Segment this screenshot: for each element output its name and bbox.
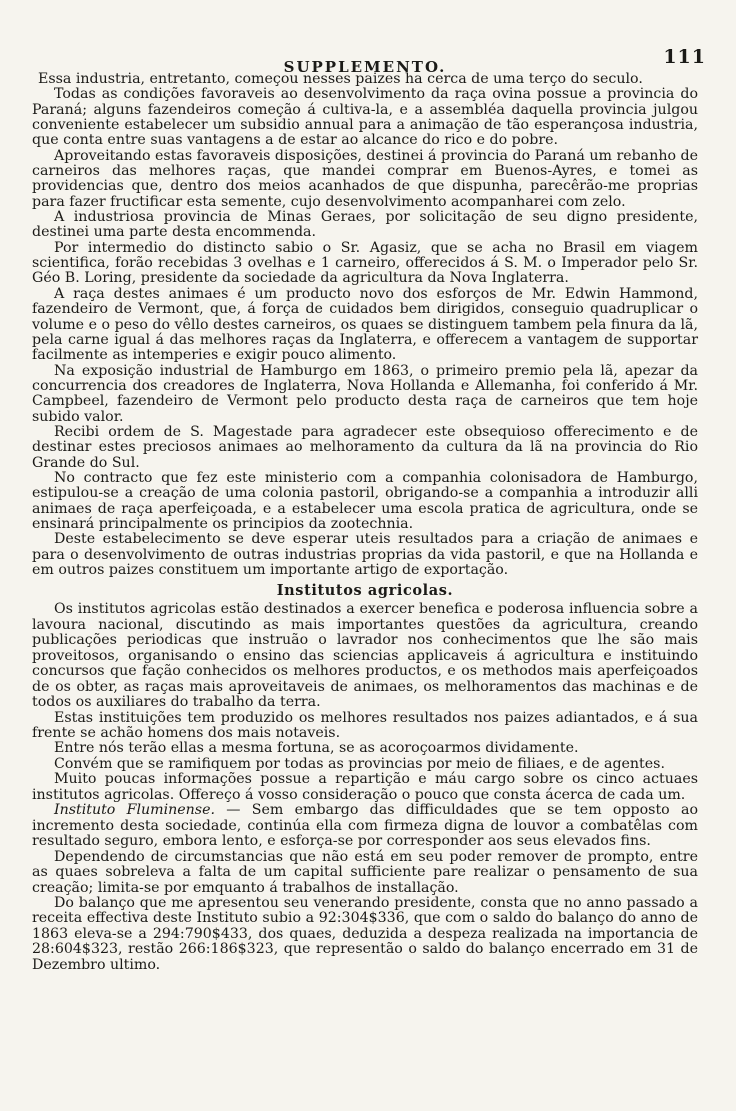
- section-text-1: [32, 72, 698, 578]
- paragraph: Entre nós terão ellas a mesma fortuna, se as acoroçoarmos dividamente.: [54, 740, 579, 757]
- paragraph: Recibi ordem de S. Magestade para agradecer este obsequioso offerecimento e de destinar estes preciosos animaes ao melhoramento da cultura da lã na provincia do Rio Grande do Sul.: [32, 423, 698, 471]
- italic-lead: Instituto Fluminense.: [54, 802, 215, 819]
- paragraph-instituto-fluminense: [32, 803, 698, 849]
- document-page: [32, 40, 706, 973]
- paragraph: Os institutos agricolas estão destinados a exercer benefica e poderosa influencia sobre a lavoura nacional, discutindo as mais importantes questões da agricultura, creando publicações periodicas que instruão o lavrador nos conhecimentos que lhe são mais proveitosos, organisando o ensino das sciencias applicaveis á agricultura e instituindo concursos que fação conhecidos os melhores productos, e os methodos mais aperfeiçoados de os obter, as raças mais aproveitaveis de animaes, os melhoramentos das machinas e de todos os auxiliares do trabalho da terra.: [32, 601, 698, 711]
- paragraph: Do balanço que me apresentou seu venerando presidente, consta que no anno passado a receita effectiva deste Instituto subio a 92:304$336, que com o saldo do balanço do anno de 1863 eleva-se a 294:790$433, dos quaes, deduzida a despeza realizada na importancia de 28:604$323, restão 266:186$323, que representão o saldo do balanço encerrado em 31 de Dezembro ultimo.: [32, 894, 698, 973]
- section-heading: Institutos agricolas.: [276, 582, 454, 600]
- section-text-2: [32, 602, 698, 973]
- paragraph: Dependendo de circumstancias que não está em seu poder remover de prompto, entre as quaes sobreleva a falta de um capital sufficiente pare realizar o pensamento de sua creação; limita-se por emquanto á trabalhos de installação.: [32, 848, 698, 896]
- paragraph: Na exposição industrial de Hamburgo em 1863, o primeiro premio pela lã, apezar da concurrencia dos creadores de Inglaterra, Nova Hollanda e Allemanha, foi conferido á Mr. Campbeel, fazendeiro de Vermont pelo producto desta raça de carneiros que tem hoje subido valor.: [32, 362, 698, 425]
- running-title: SUPPLEMENTO.: [283, 58, 447, 76]
- paragraph: Convém que se ramifiquem por todas as provincias por meio de filiaes, e de agentes.: [54, 755, 665, 772]
- page-number: 111: [663, 46, 706, 68]
- paragraph: Por intermedio do distincto sabio o Sr. Agasiz, que se acha no Brasil em viagem scientifica, forão recebidas 3 ovelhas e 1 carneiro, offerecidos á S. M. o Imperador pelo Sr. Géo B. Loring, presidente da sociedade da agricultura da Nova Inglaterra.: [32, 239, 698, 287]
- paragraph: Estas instituições tem produzido os melhores resultados nos paizes adiantados, e á sua frente se achão homens dos mais notaveis.: [32, 709, 698, 741]
- running-header: [32, 40, 706, 76]
- paragraph: Todas as condições favoraveis ao desenvolvimento da raça ovina possue a provincia do Paraná; alguns fazendeiros começão á cultiva-la, e a assembléa daquella provincia julgou conveniente estabelecer um subsidio annual para a animação de tão esperançosa industria, que conta entre suas vantagens a de estar ao alcance do rico e do pobre.: [32, 86, 698, 149]
- paragraph: Aproveitando estas favoraveis disposições, destinei á provincia do Paraná um rebanho de carneiros das melhores raças, que mandei comprar em Buenos-Ayres, e tomei as providencias que, dentro dos meios acanhados de que dispunha, parecêrão-me proprias para fazer fructificar esta semente, cujo desenvolvimento acompanharei com zelo.: [32, 147, 698, 210]
- paragraph: No contracto que fez este ministerio com a companhia colonisadora de Hamburgo, estipulou-se a creação de uma colonia pastoril, obrigando-se a companhia a introduzir alli animaes de raça aperfeiçoada, e a estabelecer uma escola pratica de agricultura, onde se ensinará principalmente os principios da zootechnia.: [32, 469, 698, 532]
- paragraph-continuation: — Sem embargo das difficuldades que se tem opposto ao incremento desta sociedade, continúa ella com firmeza digna de louvor a combatêlas com resultado seguro, embora lento, e esforça-se por corresponder aos seus elevados fins.: [32, 802, 698, 850]
- paragraph: Deste estabelecimento se deve esperar uteis resultados para a criação de animaes e para o desenvolvimento de outras industrias proprias da vida pastoril, e que na Hollanda e em outros paizes constituem um importante artigo de exportação.: [32, 531, 698, 578]
- paragraph: Muito poucas informações possue a repartição e máu cargo sobre os cinco actuaes institutos agricolas. Offereço á vosso consideração o pouco que consta ácerca de cada um.: [32, 771, 698, 803]
- paragraph: Essa industria, entretanto, começou nesses paizes ha cerca de uma terço do seculo.: [38, 71, 643, 87]
- paragraph: A raça destes animaes é um producto novo dos esforços de Mr. Edwin Hammond, fazendeiro de Vermont, que, á força de cuidados bem dirigidos, conseguio quadruplicar o volume e o peso do vêllo destes carneiros, os quaes se distinguem tambem pela finura da lã, pela carne igual á das melhores raças da Inglaterra, e offerecem a vantagem de supportar facilmente as intemperies e exigir pouco alimento.: [32, 285, 698, 364]
- paragraph: A industriosa provincia de Minas Geraes, por solicitação de seu digno presidente, destinei uma parte desta encommenda.: [32, 209, 698, 241]
